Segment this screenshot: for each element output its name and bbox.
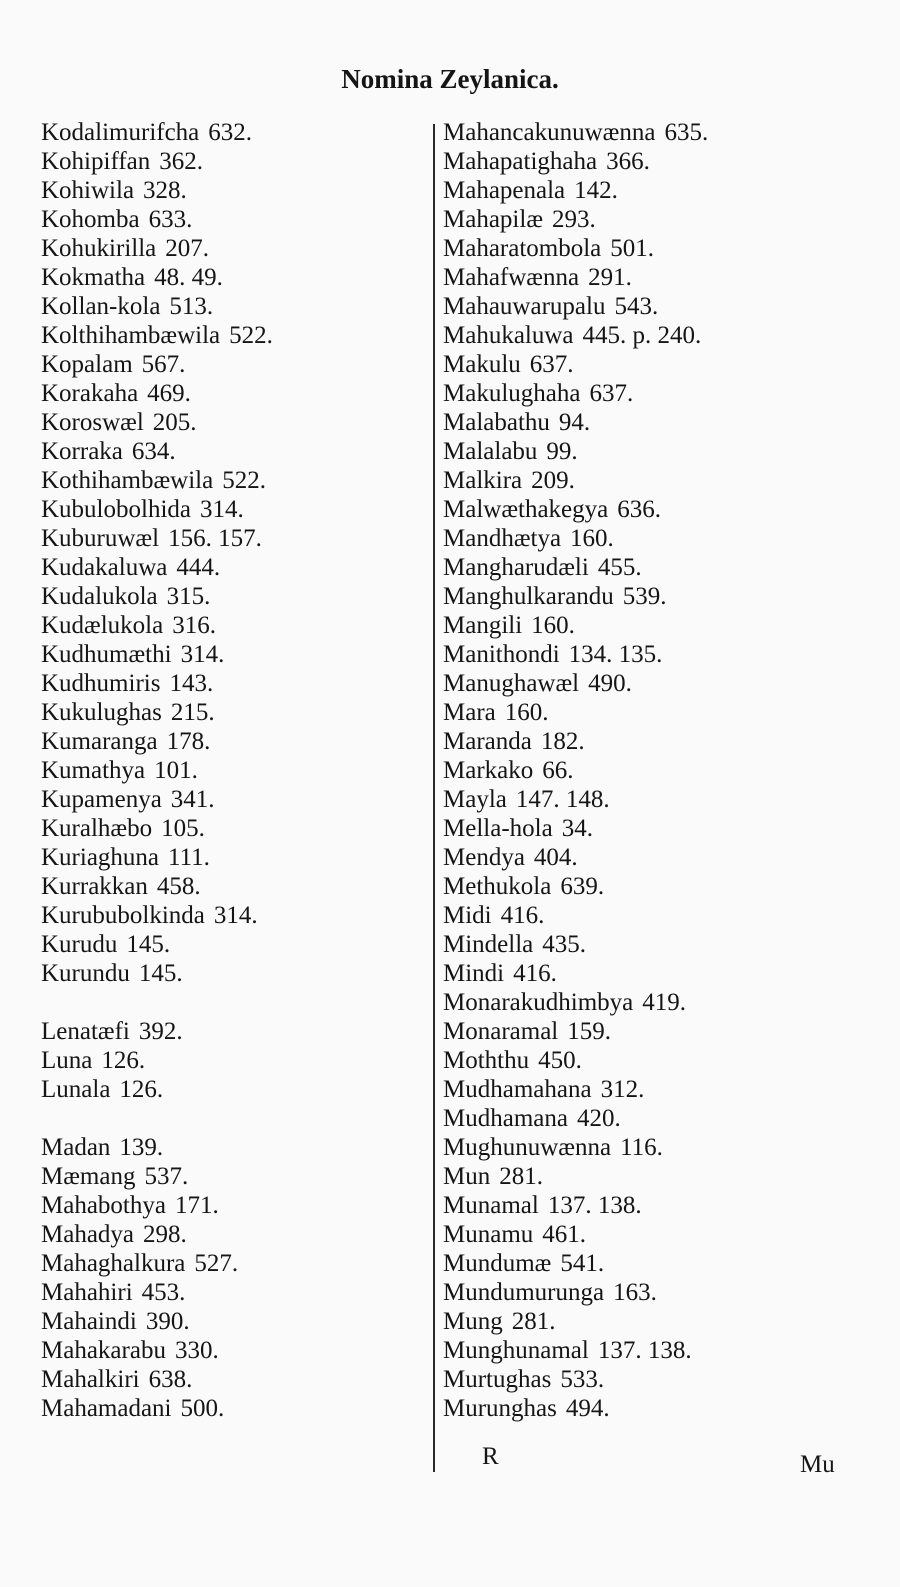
index-entry — [443, 1220, 708, 1249]
index-entry — [443, 959, 708, 988]
entry-pages: 298. — [143, 1221, 187, 1248]
entry-pages: 116. — [620, 1134, 663, 1161]
entry-name: Kudakaluwa — [41, 554, 168, 581]
entry-pages: 637. — [529, 351, 574, 378]
index-entry — [41, 466, 273, 495]
entry-pages: 494. — [565, 1395, 610, 1422]
index-entry — [41, 1017, 273, 1046]
entry-pages: 541. — [560, 1250, 605, 1277]
entry-pages: 139. — [119, 1134, 164, 1161]
entry-name: Kubulobolhida — [41, 496, 191, 523]
index-entry — [41, 1336, 273, 1365]
index-entry — [41, 698, 273, 727]
index-entry — [41, 727, 273, 756]
entry-pages: 137. 138. — [597, 1337, 692, 1364]
entry-name: Monarakudhimbya — [443, 989, 634, 1016]
entry-name: Kohiwila — [41, 177, 135, 204]
index-entry — [41, 292, 273, 321]
index-entry — [443, 524, 708, 553]
entry-pages: 392. — [138, 1018, 183, 1045]
entry-name: Markako — [443, 757, 534, 784]
entry-name: Mella-hola — [443, 815, 553, 842]
index-entry — [443, 350, 708, 379]
entry-pages: 281. — [511, 1308, 556, 1335]
index-entry — [41, 1365, 273, 1394]
entry-name: Mindella — [443, 931, 534, 958]
index-entry — [443, 901, 708, 930]
index-entry — [41, 1249, 273, 1278]
entry-pages: 445. p. 240. — [582, 322, 702, 349]
entry-name: Mahadya — [41, 1221, 135, 1248]
entry-pages: 182. — [540, 728, 585, 755]
entry-name: Kumathya — [41, 757, 146, 784]
entry-pages: 416. — [513, 960, 557, 987]
entry-name: Mahancakunuwænna — [443, 119, 656, 146]
entry-name: Mendya — [443, 844, 525, 871]
index-entry — [41, 205, 273, 234]
index-entry — [41, 1278, 273, 1307]
entry-pages: 416. — [500, 902, 545, 929]
index-entry — [443, 814, 708, 843]
index-entry — [443, 930, 708, 959]
index-entry — [443, 669, 708, 698]
entry-pages: 513. — [169, 293, 214, 320]
index-entry — [41, 901, 273, 930]
entry-name: Kuralhæbo — [41, 815, 153, 842]
entry-name: Kohipiffan — [41, 148, 151, 175]
index-entry — [41, 495, 273, 524]
column-divider — [433, 124, 435, 1472]
index-entry — [443, 147, 708, 176]
entry-pages: 633. — [148, 206, 193, 233]
entry-name: Malwæthakegya — [443, 496, 609, 523]
index-entry — [41, 1075, 273, 1104]
entry-name: Korakaha — [41, 380, 139, 407]
entry-name: Luna — [41, 1047, 93, 1074]
entry-pages: 126. — [101, 1047, 146, 1074]
entry-name: Mundumæ — [443, 1250, 552, 1277]
index-entry — [41, 1162, 273, 1191]
entry-name: Mangharudæli — [443, 554, 589, 581]
index-entry — [443, 321, 708, 350]
entry-pages: 490. — [588, 670, 632, 697]
entry-pages: 160. — [570, 525, 614, 552]
entry-name: Monaramal — [443, 1018, 559, 1045]
entry-pages: 178. — [166, 728, 211, 755]
signature-mark: R — [482, 1443, 499, 1470]
entry-pages: 147. 148. — [515, 786, 610, 813]
entry-pages: 455. — [597, 554, 642, 581]
entry-name: Mudhamana — [443, 1105, 568, 1132]
entry-name: Munamal — [443, 1192, 539, 1219]
entry-pages: 435. — [542, 931, 587, 958]
index-entry — [443, 785, 708, 814]
entry-name: Mahukaluwa — [443, 322, 574, 349]
entry-pages: 205. — [152, 409, 197, 436]
entry-pages: 134. 135. — [568, 641, 663, 668]
entry-pages: 638. — [148, 1366, 193, 1393]
entry-name: Mangili — [443, 612, 523, 639]
index-entry — [41, 176, 273, 205]
entry-pages: 314. — [200, 496, 244, 523]
index-entry — [41, 843, 273, 872]
index-entry — [41, 959, 273, 988]
entry-name: Mayla — [443, 786, 507, 813]
index-entry — [443, 205, 708, 234]
index-entry — [443, 1104, 708, 1133]
entry-name: Maranda — [443, 728, 532, 755]
index-entry — [41, 785, 273, 814]
entry-pages: 543. — [614, 293, 659, 320]
entry-pages: 126. — [119, 1076, 164, 1103]
index-entry — [443, 263, 708, 292]
entry-pages: 34. — [561, 815, 593, 842]
left-index-column — [41, 118, 273, 1423]
entry-name: Methukola — [443, 873, 552, 900]
entry-name: Kurudu — [41, 931, 118, 958]
entry-name: Mahapilæ — [443, 206, 543, 233]
entry-pages: 171. — [174, 1192, 219, 1219]
index-entry — [41, 408, 273, 437]
entry-pages: 635. — [664, 119, 709, 146]
entry-pages: 328. — [143, 177, 187, 204]
entry-name: Manghulkarandu — [443, 583, 614, 610]
entry-pages: 390. — [145, 1308, 190, 1335]
entry-name: Munamu — [443, 1221, 534, 1248]
index-entry — [41, 1133, 273, 1162]
entry-name: Mung — [443, 1308, 503, 1335]
entry-pages: 522. — [222, 467, 266, 494]
entry-name: Kudælukola — [41, 612, 164, 639]
index-entry — [443, 1307, 708, 1336]
entry-name: Mahabothya — [41, 1192, 166, 1219]
entry-name: Makulu — [443, 351, 521, 378]
index-entry — [41, 640, 273, 669]
entry-name: Kukulughas — [41, 699, 162, 726]
section-gap — [41, 1104, 273, 1133]
entry-name: Madan — [41, 1134, 111, 1161]
entry-pages: 341. — [170, 786, 215, 813]
index-entry — [443, 1133, 708, 1162]
entry-pages: 137. 138. — [547, 1192, 642, 1219]
entry-pages: 94. — [558, 409, 591, 436]
index-entry — [443, 756, 708, 785]
index-entry — [41, 1046, 273, 1075]
index-entry — [443, 437, 708, 466]
index-entry — [443, 1365, 708, 1394]
entry-name: Kollan-kola — [41, 293, 161, 320]
entry-pages: 111. — [168, 844, 210, 871]
entry-name: Kohukirilla — [41, 235, 157, 262]
entry-name: Murunghas — [443, 1395, 557, 1422]
entry-pages: 330. — [174, 1337, 219, 1364]
entry-pages: 160. — [531, 612, 575, 639]
index-entry — [443, 1336, 708, 1365]
index-entry — [41, 350, 273, 379]
page-header: Nomina Zeylanica. — [341, 64, 559, 94]
right-index-column — [443, 118, 708, 1423]
index-entry — [41, 1191, 273, 1220]
index-entry — [443, 466, 708, 495]
entry-pages: 453. — [141, 1279, 186, 1306]
entry-pages: 314. — [180, 641, 225, 668]
index-entry — [443, 176, 708, 205]
index-entry — [443, 1278, 708, 1307]
entry-name: Mudhamahana — [443, 1076, 592, 1103]
index-entry — [443, 495, 708, 524]
index-entry — [41, 553, 273, 582]
entry-name: Mahapenala — [443, 177, 566, 204]
entry-name: Kothihambæwila — [41, 467, 214, 494]
entry-name: Kurundu — [41, 960, 130, 987]
entry-pages: 637. — [589, 380, 634, 407]
entry-name: Mahakarabu — [41, 1337, 166, 1364]
index-entry — [41, 872, 273, 901]
entry-pages: 639. — [560, 873, 605, 900]
index-entry — [443, 1249, 708, 1278]
index-entry — [41, 1307, 273, 1336]
entry-pages: 634. — [131, 438, 176, 465]
entry-pages: 362. — [159, 148, 203, 175]
entry-name: Mundumurunga — [443, 1279, 605, 1306]
entry-pages: 101. — [154, 757, 198, 784]
entry-name: Manithondi — [443, 641, 560, 668]
entry-pages: 469. — [147, 380, 191, 407]
entry-pages: 420. — [576, 1105, 621, 1132]
index-entry — [41, 321, 273, 350]
entry-name: Munghunamal — [443, 1337, 589, 1364]
entry-name: Midi — [443, 902, 492, 929]
entry-pages: 567. — [141, 351, 186, 378]
entry-name: Mun — [443, 1163, 491, 1190]
index-entry — [41, 930, 273, 959]
entry-pages: 281. — [499, 1163, 543, 1190]
entry-pages: 315. — [166, 583, 211, 610]
entry-pages: 145. — [138, 960, 183, 987]
entry-pages: 316. — [172, 612, 216, 639]
index-entry — [443, 1191, 708, 1220]
index-entry — [443, 988, 708, 1017]
entry-name: Kudalukola — [41, 583, 158, 610]
index-entry — [41, 147, 273, 176]
entry-name: Kohomba — [41, 206, 140, 233]
entry-name: Kuriaghuna — [41, 844, 160, 871]
entry-name: Koroswæl — [41, 409, 144, 436]
entry-name: Lenatæfi — [41, 1018, 130, 1045]
entry-name: Lunala — [41, 1076, 111, 1103]
index-entry — [443, 727, 708, 756]
entry-pages: 444. — [176, 554, 221, 581]
entry-pages: 501. — [610, 235, 655, 262]
entry-name: Mindi — [443, 960, 505, 987]
entry-pages: 209. — [531, 467, 575, 494]
entry-pages: 312. — [600, 1076, 645, 1103]
entry-pages: 159. — [567, 1018, 611, 1045]
entry-name: Mahauwarupalu — [443, 293, 606, 320]
entry-pages: 160. — [504, 699, 549, 726]
entry-pages: 48. 49. — [154, 264, 223, 291]
entry-pages: 522. — [229, 322, 273, 349]
entry-name: Mahamadani — [41, 1395, 172, 1422]
entry-name: Kumaranga — [41, 728, 158, 755]
index-entry — [443, 843, 708, 872]
index-entry — [443, 379, 708, 408]
index-entry — [41, 234, 273, 263]
entry-name: Kurrakkan — [41, 873, 148, 900]
entry-name: Kurububolkinda — [41, 902, 205, 929]
entry-name: Mahaindi — [41, 1308, 137, 1335]
entry-name: Mahalkiri — [41, 1366, 140, 1393]
entry-name: Kopalam — [41, 351, 133, 378]
entry-name: Malkira — [443, 467, 523, 494]
entry-pages: 450. — [538, 1047, 582, 1074]
entry-pages: 66. — [542, 757, 574, 784]
entry-pages: 215. — [170, 699, 215, 726]
entry-name: Moththu — [443, 1047, 530, 1074]
entry-name: Korraka — [41, 438, 123, 465]
entry-name: Mahapatighaha — [443, 148, 598, 175]
entry-name: Mughunuwænna — [443, 1134, 612, 1161]
index-entry — [41, 118, 273, 147]
index-entry — [41, 1394, 273, 1423]
entry-pages: 632. — [208, 119, 253, 146]
entry-name: Mara — [443, 699, 496, 726]
index-entry — [443, 1017, 708, 1046]
entry-pages: 404. — [533, 844, 578, 871]
entry-pages: 142. — [574, 177, 618, 204]
entry-pages: 99. — [546, 438, 578, 465]
index-entry — [443, 582, 708, 611]
entry-pages: 163. — [613, 1279, 657, 1306]
entry-name: Malabathu — [443, 409, 550, 436]
entry-name: Mæmang — [41, 1163, 136, 1190]
index-entry — [443, 1046, 708, 1075]
entry-name: Murtughas — [443, 1366, 552, 1393]
entry-pages: 419. — [642, 989, 686, 1016]
entry-pages: 539. — [622, 583, 667, 610]
entry-pages: 293. — [552, 206, 596, 233]
index-entry — [41, 582, 273, 611]
index-entry — [443, 640, 708, 669]
entry-name: Mahaghalkura — [41, 1250, 186, 1277]
entry-name: Kupamenya — [41, 786, 162, 813]
catchword: Mu — [800, 1451, 835, 1478]
entry-pages: 533. — [560, 1366, 605, 1393]
section-gap — [41, 988, 273, 1017]
entry-name: Kuburuwæl — [41, 525, 160, 552]
entry-name: Manughawæl — [443, 670, 580, 697]
index-entry — [443, 408, 708, 437]
entry-name: Maharatombola — [443, 235, 602, 262]
index-entry — [41, 611, 273, 640]
entry-pages: 500. — [180, 1395, 225, 1422]
entry-name: Makulughaha — [443, 380, 581, 407]
index-entry — [443, 698, 708, 727]
index-entry — [443, 1075, 708, 1104]
entry-pages: 156. 157. — [168, 525, 262, 552]
index-entry — [41, 379, 273, 408]
index-entry — [443, 234, 708, 263]
index-entry — [41, 263, 273, 292]
index-entry — [41, 1220, 273, 1249]
entry-pages: 143. — [169, 670, 214, 697]
entry-pages: 207. — [165, 235, 210, 262]
entry-name: Mahafwænna — [443, 264, 580, 291]
index-entry — [443, 118, 708, 147]
index-entry — [443, 1162, 708, 1191]
index-entry — [41, 756, 273, 785]
entry-pages: 314. — [213, 902, 258, 929]
entry-pages: 366. — [606, 148, 650, 175]
entry-name: Kolthihambæwila — [41, 322, 221, 349]
entry-pages: 537. — [144, 1163, 189, 1190]
entry-pages: 145. — [126, 931, 171, 958]
index-entry — [443, 553, 708, 582]
entry-name: Mandhætya — [443, 525, 562, 552]
index-entry — [443, 611, 708, 640]
entry-name: Malalabu — [443, 438, 538, 465]
entry-pages: 527. — [194, 1250, 239, 1277]
entry-name: Kodalimurifcha — [41, 119, 200, 146]
entry-pages: 636. — [617, 496, 661, 523]
entry-name: Kudhumiris — [41, 670, 161, 697]
entry-name: Kudhumæthi — [41, 641, 172, 668]
index-entry — [41, 814, 273, 843]
entry-pages: 291. — [588, 264, 632, 291]
index-entry — [443, 292, 708, 321]
entry-pages: 458. — [156, 873, 201, 900]
entry-pages: 461. — [542, 1221, 587, 1248]
entry-name: Mahahiri — [41, 1279, 133, 1306]
index-entry — [41, 669, 273, 698]
index-entry — [41, 437, 273, 466]
index-entry — [443, 1394, 708, 1423]
index-entry — [41, 524, 273, 553]
entry-pages: 105. — [161, 815, 205, 842]
index-entry — [443, 872, 708, 901]
entry-name: Kokmatha — [41, 264, 146, 291]
